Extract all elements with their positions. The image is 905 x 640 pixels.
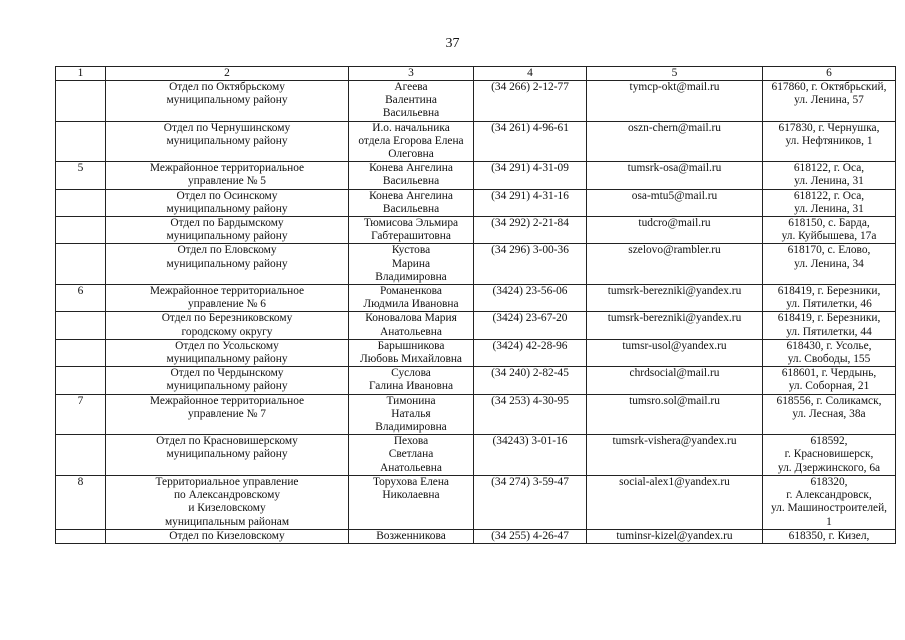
row-number: 5 [56, 162, 106, 189]
email-address: oszn-chern@mail.ru [587, 121, 763, 162]
head-name: Торухова Елена Николаевна [349, 475, 474, 529]
email-address: tumsrk-vishera@yandex.ru [587, 435, 763, 476]
postal-address: 618592, г. Красновишерск, ул. Дзержинского, 6а [763, 435, 896, 476]
department-name: Межрайонное территориальное управление № 5 [106, 162, 349, 189]
head-name: Тюмисова Эльмира Габтерашитовна [349, 217, 474, 244]
phone-number: (34 261) 4-96-61 [474, 121, 587, 162]
email-address: tumsr-usol@yandex.ru [587, 339, 763, 366]
postal-address: 618601, г. Чердынь, ул. Соборная, 21 [763, 367, 896, 394]
department-name: Отдел по Октябрьскому муниципальному району [106, 81, 349, 122]
table-row [56, 312, 896, 339]
department-name: Отдел по Бардымскому муниципальному району [106, 217, 349, 244]
phone-number: (34 266) 2-12-77 [474, 81, 587, 122]
email-address: tumsrk-berezniki@yandex.ru [587, 312, 763, 339]
table-row [56, 162, 896, 189]
row-number [56, 312, 106, 339]
postal-address: 618419, г. Березники, ул. Пятилетки, 44 [763, 312, 896, 339]
column-header-3: 3 [349, 67, 474, 81]
email-address: tumsro.sol@mail.ru [587, 394, 763, 435]
phone-number: (34 253) 4-30-95 [474, 394, 587, 435]
row-number [56, 244, 106, 285]
head-name: Барышникова Любовь Михайловна [349, 339, 474, 366]
email-address: tymcp-okt@mail.ru [587, 81, 763, 122]
email-address: tuminsr-kizel@yandex.ru [587, 529, 763, 543]
row-number: 6 [56, 285, 106, 312]
postal-address: 618320, г. Александровск, ул. Машиностроителей, 1 [763, 475, 896, 529]
row-number [56, 367, 106, 394]
column-header-2: 2 [106, 67, 349, 81]
table-row [56, 475, 896, 529]
postal-address: 618556, г. Соликамск, ул. Лесная, 38а [763, 394, 896, 435]
table-row [56, 244, 896, 285]
row-number [56, 217, 106, 244]
page-number: 37 [445, 36, 460, 51]
table-row [56, 121, 896, 162]
department-name: Отдел по Березниковскому городскому округу [106, 312, 349, 339]
phone-number: (34 291) 4-31-16 [474, 189, 587, 216]
table-row [56, 367, 896, 394]
table-row [56, 394, 896, 435]
department-name: Территориальное управление по Александровскому и Кизеловскому муниципальным районам [106, 475, 349, 529]
department-name: Отдел по Осинскому муниципальному району [106, 189, 349, 216]
phone-number: (34 296) 3-00-36 [474, 244, 587, 285]
postal-address: 618350, г. Кизел, [763, 529, 896, 543]
postal-address: 617860, г. Октябрьский, ул. Ленина, 57 [763, 81, 896, 122]
row-number [56, 529, 106, 543]
email-address: szelovo@rambler.ru [587, 244, 763, 285]
head-name: Кустова Марина Владимировна [349, 244, 474, 285]
row-number [56, 189, 106, 216]
department-name: Отдел по Красновишерскому муниципальному району [106, 435, 349, 476]
postal-address: 618430, г. Усолье, ул. Свободы, 155 [763, 339, 896, 366]
row-number [56, 81, 106, 122]
email-address: tudcro@mail.ru [587, 217, 763, 244]
head-name: Агеева Валентина Васильевна [349, 81, 474, 122]
row-number [56, 339, 106, 366]
head-name: Романенкова Людмила Ивановна [349, 285, 474, 312]
row-number [56, 121, 106, 162]
row-number: 7 [56, 394, 106, 435]
table-row [56, 285, 896, 312]
row-number [56, 435, 106, 476]
department-name: Отдел по Кизеловскому [106, 529, 349, 543]
department-name: Отдел по Чернушинскому муниципальному району [106, 121, 349, 162]
head-name: Конева Ангелина Васильевна [349, 189, 474, 216]
phone-number: (34 255) 4-26-47 [474, 529, 587, 543]
head-name: Пехова Светлана Анатольевна [349, 435, 474, 476]
table-row [56, 217, 896, 244]
column-header-1: 1 [56, 67, 106, 81]
department-name: Межрайонное территориальное управление № 7 [106, 394, 349, 435]
table-row [56, 339, 896, 366]
email-address: osa-mtu5@mail.ru [587, 189, 763, 216]
head-name: Коновалова Мария Анатольевна [349, 312, 474, 339]
head-name: Конева Ангелина Васильевна [349, 162, 474, 189]
header-row [56, 67, 896, 81]
department-name: Отдел по Чердынскому муниципальному району [106, 367, 349, 394]
phone-number: (34 274) 3-59-47 [474, 475, 587, 529]
postal-address: 618419, г. Березники, ул. Пятилетки, 46 [763, 285, 896, 312]
head-name: Тимонина Наталья Владимировна [349, 394, 474, 435]
department-name: Отдел по Еловскому муниципальному району [106, 244, 349, 285]
postal-address: 618150, с. Барда, ул. Куйбышева, 17а [763, 217, 896, 244]
table-row [56, 189, 896, 216]
postal-address: 618170, с. Елово, ул. Ленина, 34 [763, 244, 896, 285]
row-number: 8 [56, 475, 106, 529]
email-address: chrdsocial@mail.ru [587, 367, 763, 394]
table-row [56, 529, 896, 543]
phone-number: (3424) 23-56-06 [474, 285, 587, 312]
head-name: Суслова Галина Ивановна [349, 367, 474, 394]
phone-number: (3424) 23-67-20 [474, 312, 587, 339]
head-name: Возженникова [349, 529, 474, 543]
column-header-4: 4 [474, 67, 587, 81]
directory-table [55, 66, 896, 544]
phone-number: (3424) 42-28-96 [474, 339, 587, 366]
email-address: social-alex1@yandex.ru [587, 475, 763, 529]
department-name: Межрайонное территориальное управление № 6 [106, 285, 349, 312]
email-address: tumsrk-berezniki@yandex.ru [587, 285, 763, 312]
column-header-5: 5 [587, 67, 763, 81]
phone-number: (34 240) 2-82-45 [474, 367, 587, 394]
table-row [56, 81, 896, 122]
table-row [56, 435, 896, 476]
phone-number: (34243) 3-01-16 [474, 435, 587, 476]
postal-address: 618122, г. Оса, ул. Ленина, 31 [763, 189, 896, 216]
phone-number: (34 291) 4-31-09 [474, 162, 587, 189]
postal-address: 617830, г. Чернушка, ул. Нефтяников, 1 [763, 121, 896, 162]
email-address: tumsrk-osa@mail.ru [587, 162, 763, 189]
column-header-6: 6 [763, 67, 896, 81]
department-name: Отдел по Усольскому муниципальному району [106, 339, 349, 366]
phone-number: (34 292) 2-21-84 [474, 217, 587, 244]
head-name: И.о. начальника отдела Егорова Елена Олеговна [349, 121, 474, 162]
postal-address: 618122, г. Оса, ул. Ленина, 31 [763, 162, 896, 189]
